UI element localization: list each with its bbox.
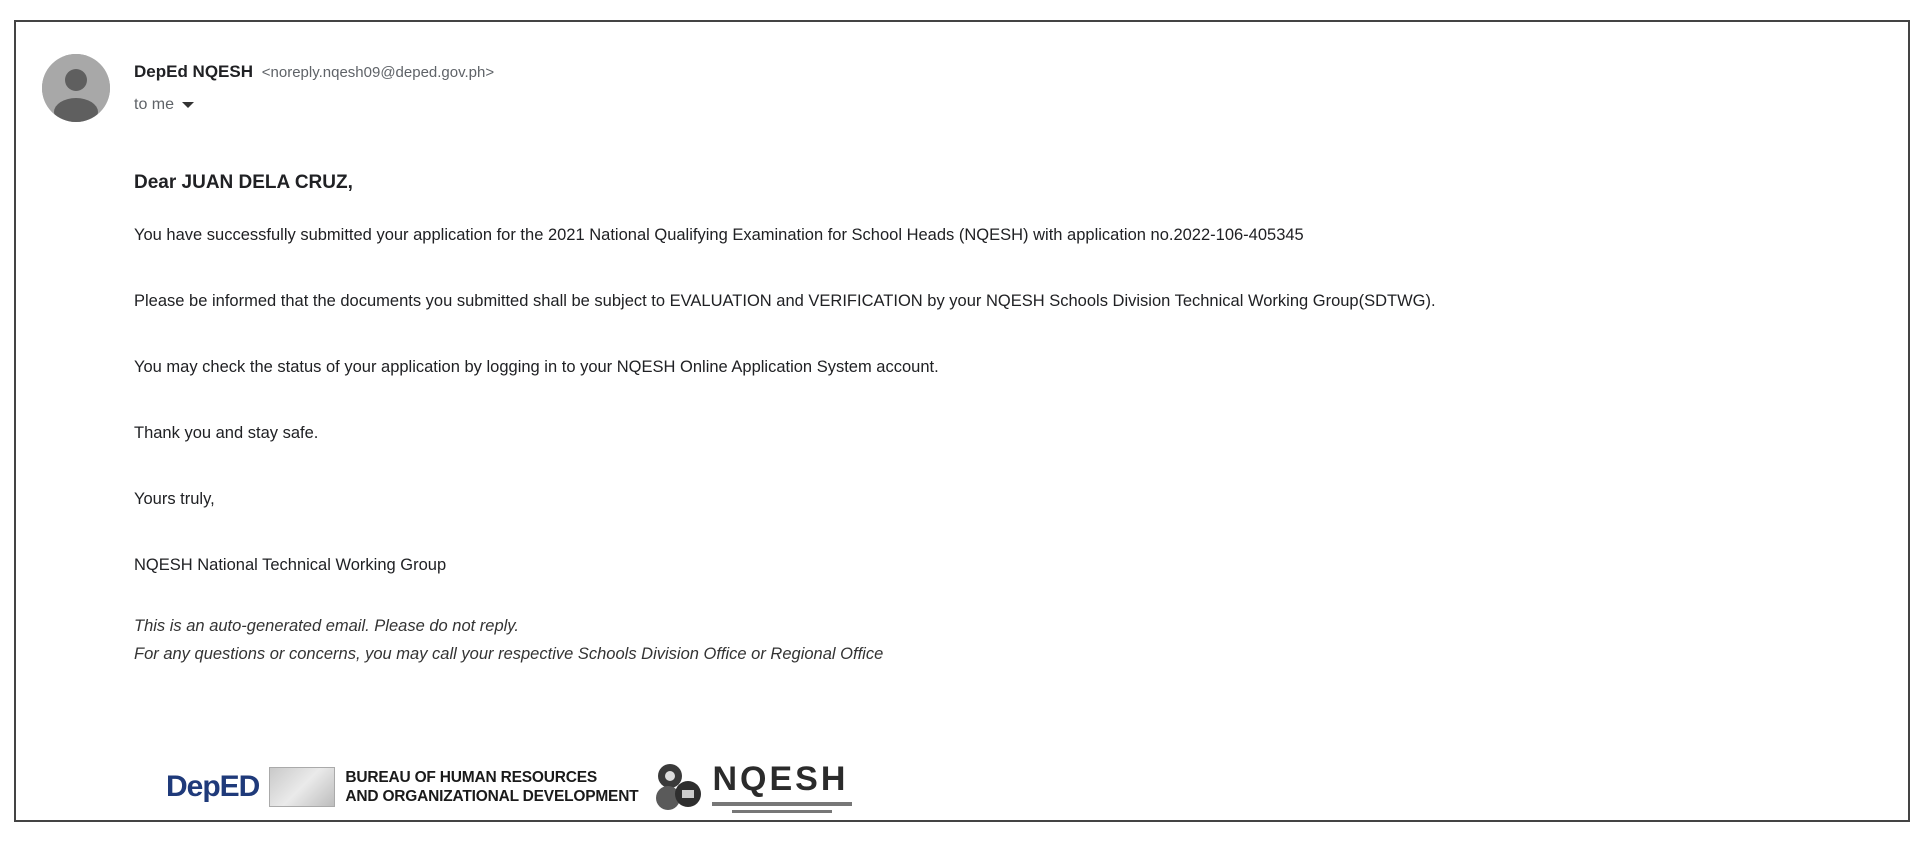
greeting: Dear JUAN DELA CRUZ, — [134, 172, 353, 193]
dropdown-caret-icon[interactable] — [182, 102, 194, 108]
sender-avatar[interactable] — [42, 54, 110, 122]
body-paragraph: Thank you and stay safe. — [134, 424, 319, 442]
body-paragraph: You have successfully submitted your application for the 2021 National Qualifying Examination for School Heads (NQESH) with application no.2022-106-405345 — [134, 226, 1304, 244]
nqesh-emblem-icon — [648, 758, 706, 816]
nqesh-tagline-line — [732, 810, 832, 813]
recipient-label: to me — [134, 96, 175, 113]
deped-logo-text: DepED — [166, 770, 260, 803]
body-paragraph: You may check the status of your application by logging in to your NQESH Online Application System account. — [134, 358, 939, 376]
sender-line — [134, 62, 494, 82]
avatar-icon — [42, 54, 110, 122]
bhrod-line-1: BUREAU OF HUMAN RESOURCES — [345, 769, 597, 786]
bhrod-building-image — [269, 767, 335, 807]
email-header — [134, 62, 494, 114]
nqesh-tagline-line — [712, 802, 852, 806]
nqesh-logo-text: NQESH — [712, 759, 849, 798]
contact-note: For any questions or concerns, you may call your respective Schools Division Office or Regional Office — [134, 645, 884, 663]
closing: Yours truly, — [134, 490, 215, 508]
email-body — [134, 172, 1904, 668]
deped-logo — [166, 770, 259, 804]
signature: NQESH National Technical Working Group — [134, 556, 447, 574]
nqesh-logo — [648, 758, 852, 816]
bhrod-line-2: AND ORGANIZATIONAL DEVELOPMENT — [345, 788, 639, 805]
sender-email: <noreply.nqesh09@deped.gov.ph> — [261, 64, 495, 81]
footer-logos — [166, 754, 852, 820]
body-paragraph: Please be informed that the documents you submitted shall be subject to EVALUATION and VERIFICATION by your NQESH Schools Division Technical Working Group(SDTWG). — [134, 292, 1436, 310]
recipient-details-toggle[interactable] — [134, 96, 494, 114]
sender-name[interactable]: DepEd NQESH — [134, 62, 254, 81]
bhrod-logo-text — [345, 768, 638, 806]
email-message-panel — [14, 20, 1910, 822]
nqesh-wordmark — [712, 759, 852, 813]
auto-generated-note: This is an auto-generated email. Please do not reply. — [134, 617, 519, 635]
